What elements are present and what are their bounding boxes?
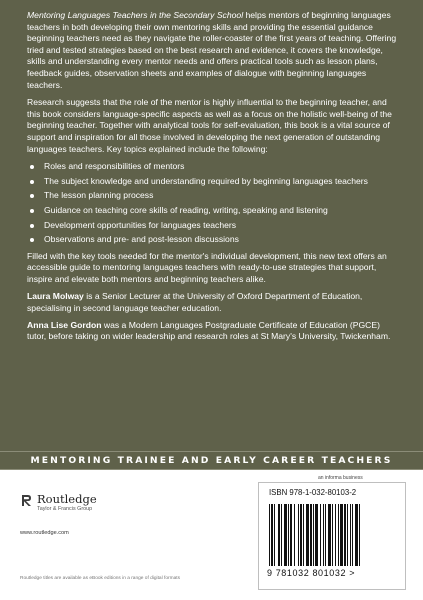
publisher-group: Taylor & Francis Group [37,506,93,512]
informa-label: an informa business [318,475,363,481]
barcode-bar [278,504,280,566]
list-item: The subject knowledge and understanding required by beginning languages teachers [27,176,397,188]
author-bio-laura-molway [27,291,397,314]
barcode-bar [325,504,326,566]
barcode-bar [313,504,314,566]
barcode-bar [290,504,292,566]
series-band [0,451,423,470]
research-paragraph: Research suggests that the role of the mentor is highly influential to the beginning teacher, and this book considers language-specific aspects as well as a focus on the holistic well-being of the beginning teacher. Together with analytical tools for self-evaluation, this book is a vital source of support and inspiration for all those involved in developing the next generation of outstanding languages teachers. Key topics explained include the following: [27,97,392,154]
back-cover-text [27,10,397,348]
barcode-bar [332,504,333,566]
list-item: Development opportunities for languages teachers [27,220,397,232]
barcode-bar [323,504,324,566]
book-title-italic: Mentoring Languages Teachers in the Secondary School [27,10,244,20]
list-item: Roles and responsibilities of mentors [27,161,397,173]
isbn-label: ISBN 978-1-032-80103-2 [269,488,357,497]
barcode-bar [340,504,343,566]
ebook-note: Routledge titles are available as eBook editions in a range of digital formats [20,576,180,581]
barcode-bar [306,504,309,566]
author-bio-anna-lise-gordon [27,320,397,343]
barcode-icon [267,504,397,568]
bullet-icon [30,209,34,213]
barcode-bar [328,504,331,566]
barcode-bar [281,504,282,566]
barcode-bar [338,504,339,566]
barcode-bar [310,504,312,566]
barcode-bar [298,504,299,566]
barcode-bar [335,504,336,566]
series-title: MENTORING TRAINEE AND EARLY CAREER TEACHERS [30,455,393,466]
barcode-bar [355,504,358,566]
author-bio: was a Modern Languages Postgraduate Certificate of Education (PGCE) tutor, before taking on wider leadership and research roles at St Mary's University, Twickenham. [27,319,391,342]
barcode-bar [284,504,287,566]
barcode-bar [269,504,270,566]
barcode-bar [352,504,353,566]
barcode-bar [294,504,295,566]
barcode-bar [359,504,360,566]
bullet-icon [30,224,34,228]
barcode-bar [288,504,289,566]
list-item: The lesson planning process [27,190,397,202]
barcode-bar [347,504,348,566]
barcode-bar [344,504,346,566]
publisher-url[interactable]: www.routledge.com [20,530,69,536]
closing-paragraph: Filled with the key tools needed for the mentor's individual development, this new text offers an accessible guide to mentoring languages teachers with ready-to-use strategies that support, inspire and elevate both mentors and beginning teachers alike. [27,250,387,284]
bullet-icon [30,194,34,198]
bullet-icon [30,165,34,169]
barcode-bar [300,504,302,566]
author-bio: is a Senior Lecturer at the University of Oxford Department of Education, specialising in second language teacher education. [27,291,363,314]
barcode-box [258,482,406,590]
barcode-bar [350,504,351,566]
author-name: Laura Molway [27,291,84,302]
bullet-icon [30,180,34,184]
key-topics-list [27,161,397,246]
bullet-icon [30,238,34,242]
barcode-bar [271,504,273,566]
divider [0,451,423,452]
publisher-name: Routledge [37,492,97,506]
publisher-panel [0,470,423,600]
barcode-bar [315,504,318,566]
routledge-logo-icon [20,494,33,507]
intro-paragraph [27,10,397,91]
barcode-bar [274,504,275,566]
barcode-bar [320,504,321,566]
intro-text: helps mentors of beginning languages teachers in both developing their own mentoring skills and providing the essential guidance beginning teachers need as they navigate the roller-coaster of the first years of teaching. Offering tried and tested strategies based on the best research and evidence, it covers the knowledge, skills and understanding every mentor needs and offers practical tools such as lesson plans, feedback guides, observation sheets and examples of dialogue with beginning languages teachers. [27,10,397,90]
list-item: Observations and pre- and post-lesson discussions [27,234,397,246]
barcode-digits: 9 781032 801032 > [267,568,356,578]
author-name: Anna Lise Gordon [27,319,102,330]
barcode-bar [303,504,304,566]
list-item: Guidance on teaching core skills of reading, writing, speaking and listening [27,205,397,217]
